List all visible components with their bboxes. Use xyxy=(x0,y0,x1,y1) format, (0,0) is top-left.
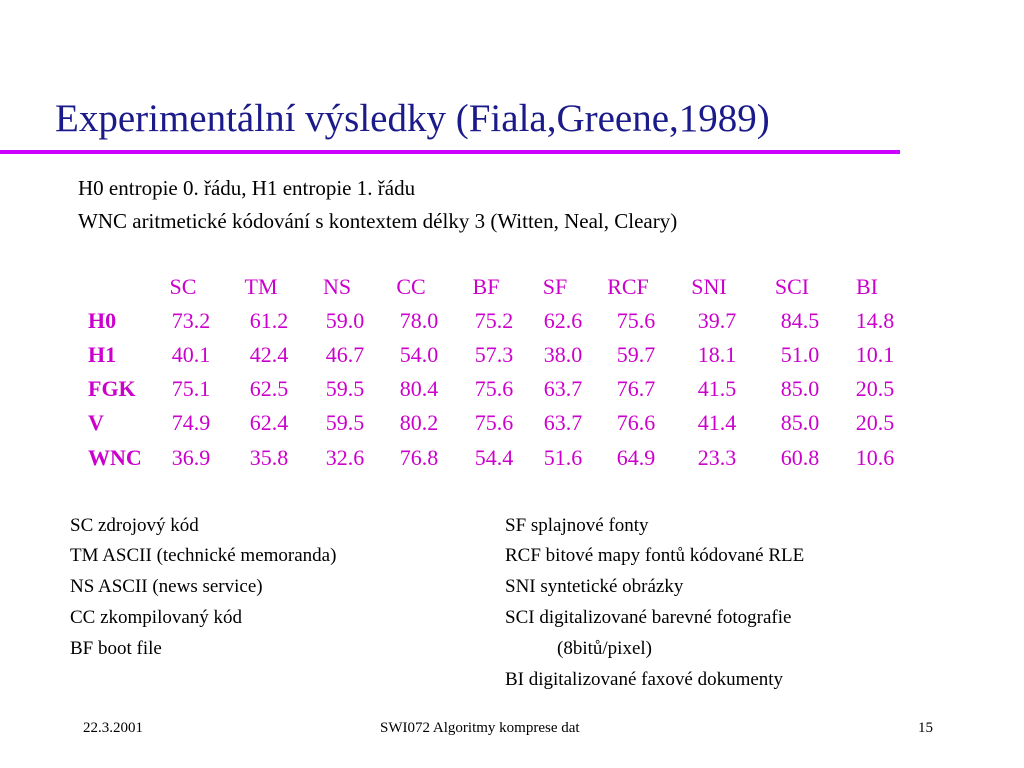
legend-right-5: (8bitů/pixel) xyxy=(557,638,652,659)
table-cell: 20.5 xyxy=(855,376,895,401)
column-header: SNI xyxy=(691,274,727,299)
table-cell: 75.6 xyxy=(474,376,514,401)
table-cell: 75.1 xyxy=(171,376,211,401)
table-cell: 63.7 xyxy=(543,376,583,401)
table-cell: 80.2 xyxy=(399,410,439,435)
table-cell: 38.0 xyxy=(543,342,583,367)
column-header: SCI xyxy=(774,274,810,299)
legend-right-4: SCI digitalizované barevné fotografie xyxy=(505,607,792,628)
table-cell: 57.3 xyxy=(474,342,514,367)
table-cell: 35.8 xyxy=(249,445,289,470)
table-cell: 85.0 xyxy=(780,376,820,401)
legend-left-5: BF boot file xyxy=(70,638,162,659)
table-cell: 84.5 xyxy=(780,308,820,333)
table-cell: 75.2 xyxy=(474,308,514,333)
table-cell: 74.9 xyxy=(171,410,211,435)
table-cell: 59.7 xyxy=(616,342,656,367)
table-cell: 59.5 xyxy=(325,410,365,435)
legend-left-3: NS ASCII (news service) xyxy=(70,576,263,597)
column-header: TM xyxy=(244,274,278,299)
table-cell: 76.6 xyxy=(616,410,656,435)
row-label: WNC xyxy=(88,445,142,470)
legend-right-3: SNI syntetické obrázky xyxy=(505,576,684,597)
column-header: SC xyxy=(169,274,197,299)
table-cell: 60.8 xyxy=(780,445,820,470)
slide-title: Experimentální výsledky (Fiala,Greene,1989) xyxy=(55,97,770,140)
footer-course: SWI072 Algoritmy komprese dat xyxy=(380,720,580,736)
column-header: BF xyxy=(472,274,500,299)
table-cell: 54.0 xyxy=(399,342,439,367)
table-cell: 63.7 xyxy=(543,410,583,435)
footer-page-number: 15 xyxy=(918,720,933,736)
table-cell: 64.9 xyxy=(616,445,656,470)
table-cell: 10.6 xyxy=(855,445,895,470)
row-label: H0 xyxy=(88,308,117,333)
row-label: H1 xyxy=(88,342,117,367)
table-cell: 10.1 xyxy=(855,342,895,367)
table-cell: 20.5 xyxy=(855,410,895,435)
table-cell: 62.6 xyxy=(543,308,583,333)
row-label: FGK xyxy=(88,376,136,401)
table-cell: 54.4 xyxy=(474,445,514,470)
column-header: RCF xyxy=(607,274,649,299)
column-header: BI xyxy=(856,274,878,299)
table-cell: 76.7 xyxy=(616,376,656,401)
table-cell: 61.2 xyxy=(249,308,289,333)
table-cell: 80.4 xyxy=(399,376,439,401)
legend-right-1: SF splajnové fonty xyxy=(505,515,649,536)
table-cell: 85.0 xyxy=(780,410,820,435)
legend-left-1: SC zdrojový kód xyxy=(70,515,199,536)
table-cell: 39.7 xyxy=(697,308,737,333)
row-label: V xyxy=(88,410,104,435)
legend-right-2: RCF bitové mapy fontů kódované RLE xyxy=(505,545,805,566)
table-cell: 75.6 xyxy=(474,410,514,435)
table-cell: 62.5 xyxy=(249,376,289,401)
table-cell: 59.5 xyxy=(325,376,365,401)
intro-line-1: H0 entropie 0. řádu, H1 entropie 1. řádu xyxy=(78,176,416,200)
table-cell: 51.6 xyxy=(543,445,583,470)
column-header: SF xyxy=(542,274,568,299)
table-cell: 41.4 xyxy=(697,410,737,435)
table-cell: 14.8 xyxy=(855,308,895,333)
table-cell: 78.0 xyxy=(399,308,439,333)
table-cell: 75.6 xyxy=(616,308,656,333)
legend-left-2: TM ASCII (technické memoranda) xyxy=(70,545,337,566)
table-cell: 76.8 xyxy=(399,445,439,470)
table-cell: 18.1 xyxy=(697,342,737,367)
table-cell: 46.7 xyxy=(325,342,365,367)
table-cell: 73.2 xyxy=(171,308,211,333)
legend-right-6: BI digitalizované faxové dokumenty xyxy=(505,669,784,690)
table-cell: 42.4 xyxy=(249,342,289,367)
table-cell: 23.3 xyxy=(697,445,737,470)
table-cell: 59.0 xyxy=(325,308,365,333)
table-cell: 32.6 xyxy=(325,445,365,470)
footer-date: 22.3.2001 xyxy=(83,720,143,736)
column-header: NS xyxy=(322,274,352,299)
table-cell: 62.4 xyxy=(249,410,289,435)
table-cell: 41.5 xyxy=(697,376,737,401)
legend-left-4: CC zkompilovaný kód xyxy=(70,607,243,628)
table-cell: 51.0 xyxy=(780,342,820,367)
table-cell: 40.1 xyxy=(171,342,211,367)
table-cell: 36.9 xyxy=(171,445,211,470)
column-header: CC xyxy=(396,274,426,299)
intro-line-2: WNC aritmetické kódování s kontextem délky 3 (Witten, Neal, Cleary) xyxy=(78,209,678,233)
